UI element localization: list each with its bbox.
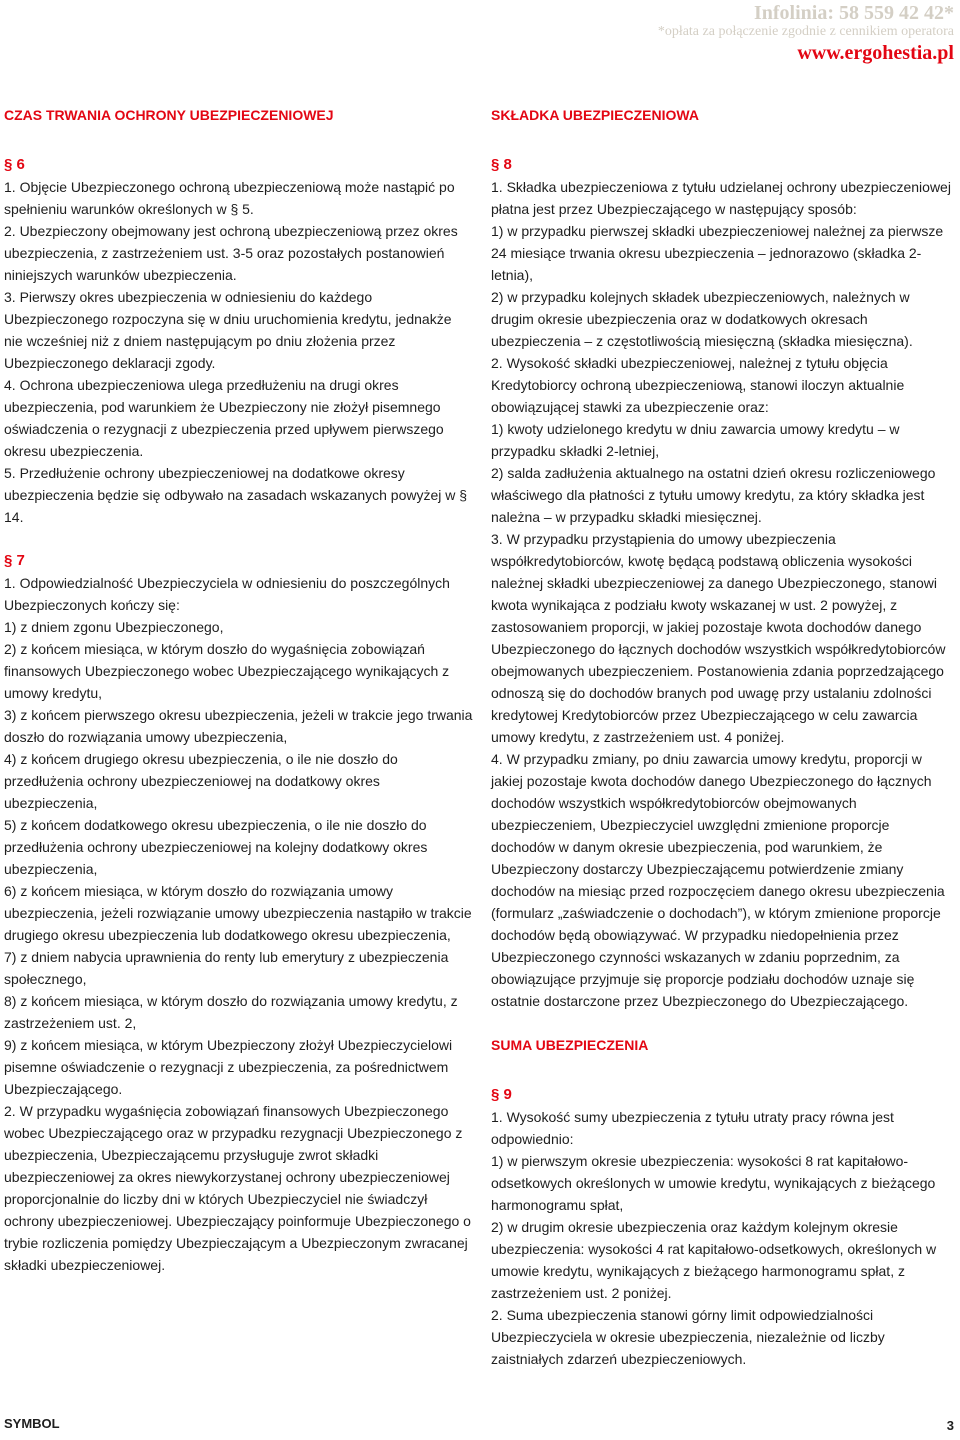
paragraph-6-item: 5. Przedłużenie ochrony ubezpieczeniowej na dodatkowe okresy ubezpieczenia będzie się odbywało na zasadach wskazanych powyżej w § 14. — [4, 465, 468, 525]
paragraph-9-heading: § 9 — [491, 1086, 512, 1103]
paragraph-6-heading: § 6 — [4, 156, 25, 173]
paragraph-8-item: 2) w przypadku kolejnych składek ubezpieczeniowych, należnych w drugim okresie ubezpieczenia oraz w dodatkowych okresach ubezpieczenia – z częstotliwością miesięczną (składka miesięczna). — [491, 289, 913, 349]
paragraph-7-item: 4) z końcem drugiego okresu ubezpieczenia, o ile nie doszło do przedłużenia ochrony ubezpieczeniowej na dodatkowy okres ubezpieczenia, — [4, 751, 398, 811]
paragraph-6-item: 2. Ubezpieczony obejmowany jest ochroną ubezpieczeniową przez okres ubezpieczenia, z zastrzeżeniem ust. 3-5 oraz pozostałych postanowień niniejszych warunków ubezpieczenia. — [4, 223, 458, 283]
right-column — [491, 104, 956, 1370]
paragraph-7-heading: § 7 — [4, 552, 25, 569]
hotline-number: Infolinia: 58 559 42 42* — [753, 2, 954, 24]
paragraph-6-item: 3. Pierwszy okres ubezpieczenia w odniesieniu do każdego Ubezpieczonego rozpoczyna się w dniu uruchomienia kredytu, jednakże nie wcześniej niż z dniem następującym po dniu złożenia przez Ubezpieczonego deklaracji zgody. — [4, 289, 452, 371]
paragraph-7-item: 7) z dniem nabycia uprawnienia do renty lub emerytury z ubezpieczenia społecznego, — [4, 949, 449, 987]
section-title-duration: CZAS TRWANIA OCHRONY UBEZPIECZENIOWEJ — [4, 107, 334, 123]
paragraph-8-item: 1. Składka ubezpieczeniowa z tytułu udzielanej ochrony ubezpieczeniowej płatna jest przez Ubezpieczającego w następujący sposób: — [491, 179, 951, 217]
paragraph-9-item: 1) w pierwszym okresie ubezpieczenia: wysokości 8 rat kapitałowo-odsetkowych określonych w umowie kredytu, wynikających z bieżącego harmonogramu spłat, — [491, 1153, 936, 1213]
website-link[interactable]: www.ergohestia.pl — [797, 42, 954, 64]
paragraph-8-item: 4. W przypadku zmiany, po dniu zawarcia umowy kredytu, proporcji w jakiej pozostaje kwota dochodów danego Ubezpieczonego do łącznych dochodów wszystkich współkredytobiorców obejmowanych ubezpieczeniem, Ubezpieczyciel uwzględni zmienione proporcje dochodów w danym okresie ubezpieczenia, pod warunkiem, że Ubezpieczony dostarczy Ubezpieczającemu potwierdzenie zmiany dochodów na miesiąc przed rozpoczęciem danego okresu ubezpieczenia (formularz „zaświadczenie o dochodach”), w którym zmienione proporcje dochodów będą obowiązywać. W przypadku niedopełnienia przez Ubezpieczonego czynności wskazanych w zdaniu poprzednim, za obowiązujące przyjmuje się proporcje podziału dochodów uznaje się ostatnie dostarczone przez Ubezpieczonego do Ubezpieczającego. — [491, 751, 945, 1009]
paragraph-8-item: 1) kwoty udzielonego kredytu w dniu zawarcia umowy kredytu – w przypadku składki 2-letniej, — [491, 421, 900, 459]
paragraph-7-item: 2) z końcem miesiąca, w którym doszło do wygaśnięcia zobowiązań finansowych Ubezpieczonego wobec Ubezpieczającego wynikających z umowy kredytu, — [4, 641, 450, 701]
paragraph-6-item: 1. Objęcie Ubezpieczonego ochroną ubezpieczeniową może nastąpić po spełnieniu warunków określonych w § 5. — [4, 179, 455, 217]
paragraph-7-item: 8) z końcem miesiąca, w którym doszło do rozwiązania umowy kredytu, z zastrzeżeniem ust. 2, — [4, 993, 458, 1031]
paragraph-7-item: 1. Odpowiedzialność Ubezpieczyciela w odniesieniu do poszczególnych Ubezpieczonych kończy się: — [4, 575, 450, 613]
call-cost-note: *opłata za połączenie zgodnie z cennikiem operatora — [657, 24, 954, 39]
section-title-premium: SKŁADKA UBEZPIECZENIOWA — [491, 107, 699, 123]
paragraph-7-item: 2. W przypadku wygaśnięcia zobowiązań finansowych Ubezpieczonego wobec Ubezpieczającego oraz w przypadku rezygnacji Ubezpieczonego z ubezpieczenia, Ubezpieczającemu przysługuje zwrot składki ubezpieczeniowej za okres niewykorzystanej ochrony ubezpieczeniowej proporcjonalnie do liczby dni w których Ubezpieczyciel nie świadczył ochrony ubezpieczeniowej. Ubezpieczający poinformuje Ubezpieczonego o trybie rozliczenia pomiędzy Ubezpieczającym a Ubezpieczonym zwracanej składki ubezpieczeniowej. — [4, 1103, 471, 1273]
paragraph-7-item: 6) z końcem miesiąca, w którym doszło do rozwiązania umowy ubezpieczenia, jeżeli rozwiązanie umowy ubezpieczenia nastąpiło w trakcie drugiego okresu ubezpieczenia lub dodatkowego okresu ubezpieczenia, — [4, 883, 472, 943]
footer-symbol: SYMBOL — [4, 1416, 60, 1431]
section-title-sum-insured: SUMA UBEZPIECZENIA — [491, 1037, 649, 1053]
paragraph-8-item: 3. W przypadku przystąpienia do umowy ubezpieczenia współkredytobiorców, kwotę będącą podstawą obliczenia wysokości należnej składki ubezpieczeniowej za danego Ubezpieczonego, stanowi kwota wynikająca z podziału kwoty wskazanej w ust. 2 powyżej, z zastosowaniem proporcji, w jakiej pozostaje kwota dochodów danego Ubezpieczonego do łącznych dochodów wszystkich współkredytobiorców obejmowanych ubezpieczeniem. Postanowienia zdania poprzedzającego odnoszą się do dochodów branych pod uwagę przy ustalaniu zdolności kredytowej Kredytobiorców przez Ubezpieczającego w celu zawarcia umowy kredytu, z zastrzeżeniem ust. 4 poniżej. — [491, 531, 946, 745]
paragraph-7-item: 9) z końcem miesiąca, w którym Ubezpieczony złożył Ubezpieczycielowi pisemne oświadczenie o rezygnacji z ubezpieczenia, za pośrednictwem Ubezpieczającego. — [4, 1037, 453, 1097]
paragraph-7-item: 3) z końcem pierwszego okresu ubezpieczenia, jeżeli w trakcie jego trwania doszło do rozwiązania umowy ubezpieczenia, — [4, 707, 473, 745]
paragraph-8-heading: § 8 — [491, 156, 512, 173]
page-number: 3 — [946, 1418, 954, 1433]
paragraph-9-item: 2. Suma ubezpieczenia stanowi górny limit odpowiedzialności Ubezpieczyciela w okresie ubezpieczenia, niezależnie od liczby zaistniałych zdarzeń ubezpieczeniowych. — [491, 1307, 885, 1367]
paragraph-7-item: 5) z końcem dodatkowego okresu ubezpieczenia, o ile nie doszło do przedłużenia ochrony ubezpieczeniowej na kolejny dodatkowy okres ubezpieczenia, — [4, 817, 428, 877]
paragraph-6-item: 4. Ochrona ubezpieczeniowa ulega przedłużeniu na drugi okres ubezpieczenia, pod warunkiem że Ubezpieczony nie złożył pisemnego oświadczenia o rezygnacji z ubezpieczenia przed upływem pierwszego okresu ubezpieczenia. — [4, 377, 444, 459]
paragraph-9-item: 1. Wysokość sumy ubezpieczenia z tytułu utraty pracy równa jest odpowiednio: — [491, 1109, 894, 1147]
page-header — [658, 2, 954, 64]
paragraph-7-item: 1) z dniem zgonu Ubezpieczonego, — [4, 619, 224, 635]
paragraph-8-item: 2. Wysokość składki ubezpieczeniowej, należnej z tytułu objęcia Kredytobiorcy ochroną ubezpieczeniową, stanowi iloczyn aktualnie obowiązującej stawki za ubezpieczenie oraz: — [491, 355, 905, 415]
paragraph-8-item: 1) w przypadku pierwszej składki ubezpieczeniowej należnej za pierwsze 24 miesiące trwania okresu ubezpieczenia – jednorazowo (składka 2-letnia), — [491, 223, 944, 283]
paragraph-8-item: 2) salda zadłużenia aktualnego na ostatni dzień okresu rozliczeniowego właściwego dla płatności z tytułu umowy kredytu, za który składka jest należna – w przypadku składki miesięcznej. — [491, 465, 936, 525]
left-column — [4, 104, 474, 1276]
paragraph-9-item: 2) w drugim okresie ubezpieczenia oraz każdym kolejnym okresie ubezpieczenia: wysokości 4 rat kapitałowo-odsetkowych, określonych w umowie kredytu, wynikających z bieżącego harmonogramu spłat, z zastrzeżeniem ust. 2 poniżej. — [491, 1219, 937, 1301]
